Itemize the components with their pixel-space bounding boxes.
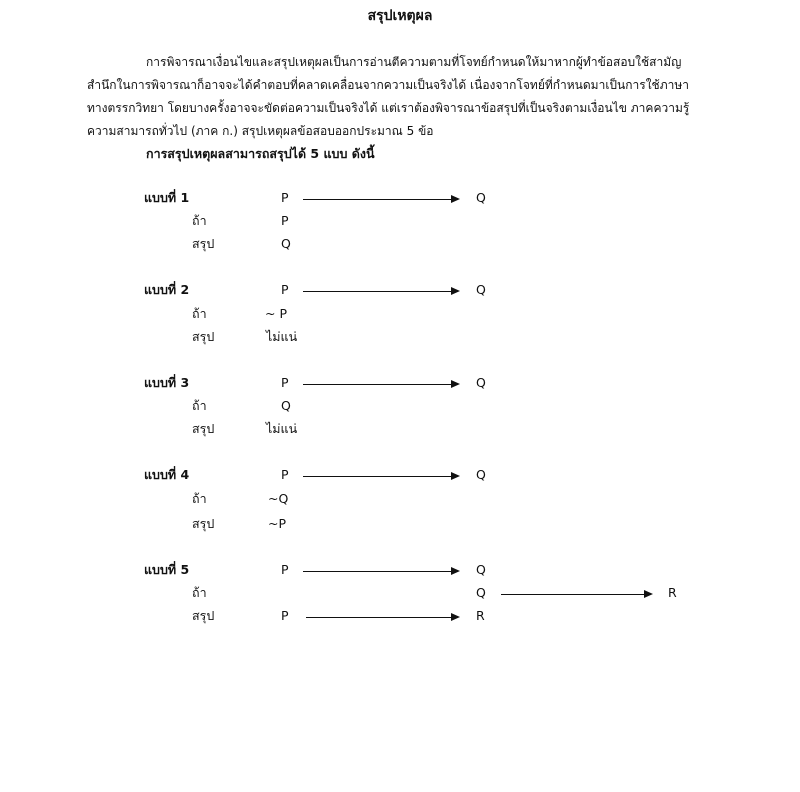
conclusion-value: P [281,608,289,623]
pattern-label: แบบที่ 5 [144,562,190,577]
if-value: Q [476,585,486,600]
implies-arrow [303,571,458,572]
pattern-label: แบบที่ 4 [144,467,190,482]
premise-right: Q [476,190,486,205]
conclusion-value: ไม่แน่ [266,329,298,344]
if-label: ถ้า [192,306,207,321]
premise-right: Q [476,282,486,297]
implies-arrow [303,384,458,385]
paragraph-line-4: ความสามารถทั่วไป (ภาค ก.) สรุปเหตุผลข้อสอบออกประมาณ 5 ข้อ [87,124,434,138]
premise-right: Q [476,375,486,390]
if-right-value: R [668,585,677,600]
implies-arrow [303,291,458,292]
if-value: ~ P [265,306,287,321]
conclusion-value: ไม่แน่ [266,421,298,436]
conclusion-label: สรุป [192,421,215,436]
implies-arrow [303,199,458,200]
if-label: ถ้า [192,491,207,506]
implies-arrow [303,476,458,477]
conclusion-label: สรุป [192,608,215,623]
if-label: ถ้า [192,213,207,228]
implies-arrow [306,617,458,618]
if-value: Q [281,398,291,413]
premise-right: Q [476,562,486,577]
premise-left: P [281,375,289,390]
conclusion-label: สรุป [192,329,215,344]
premise-right: Q [476,467,486,482]
premise-left: P [281,190,289,205]
summary-heading: การสรุปเหตุผลสามารถสรุปได้ 5 แบบ ดังนี้ [146,146,375,161]
premise-left: P [281,467,289,482]
if-value: P [281,213,289,228]
pattern-label: แบบที่ 1 [144,190,190,205]
premise-left: P [281,282,289,297]
page-title: สรุปเหตุผล [367,8,433,24]
conclusion-right-value: R [476,608,485,623]
pattern-label: แบบที่ 3 [144,375,190,390]
implies-arrow [501,594,651,595]
premise-left: P [281,562,289,577]
paragraph-line-2: สำนึกในการพิจารณาก็อาจจะได้คำตอบที่คลาดเคลื่อนจากความเป็นจริงได้ เนื่องจากโจทย์ที่กำหนดมาเป็นการใช้ภาษา [87,78,689,92]
if-label: ถ้า [192,398,207,413]
conclusion-label: สรุป [192,516,215,531]
if-value: ~Q [268,491,289,506]
if-label: ถ้า [192,585,207,600]
pattern-label: แบบที่ 2 [144,282,190,297]
paragraph-line-3: ทางตรรกวิทยา โดยบางครั้งอาจจะขัดต่อความเป็นจริงได้ แต่เราต้องพิจารณาข้อสรุปที่เป็นจริงตามเงื่อนไข ภาคความรู้ [87,101,690,115]
conclusion-label: สรุป [192,236,215,251]
conclusion-value: ~P [268,516,287,531]
paragraph-line-1: การพิจารณาเงื่อนไขและสรุปเหตุผลเป็นการอ่านตีความตามที่โจทย์กำหนดให้มาหากผู้ทำข้อสอบใช้สามัญ [146,55,682,69]
conclusion-value: Q [281,236,291,251]
